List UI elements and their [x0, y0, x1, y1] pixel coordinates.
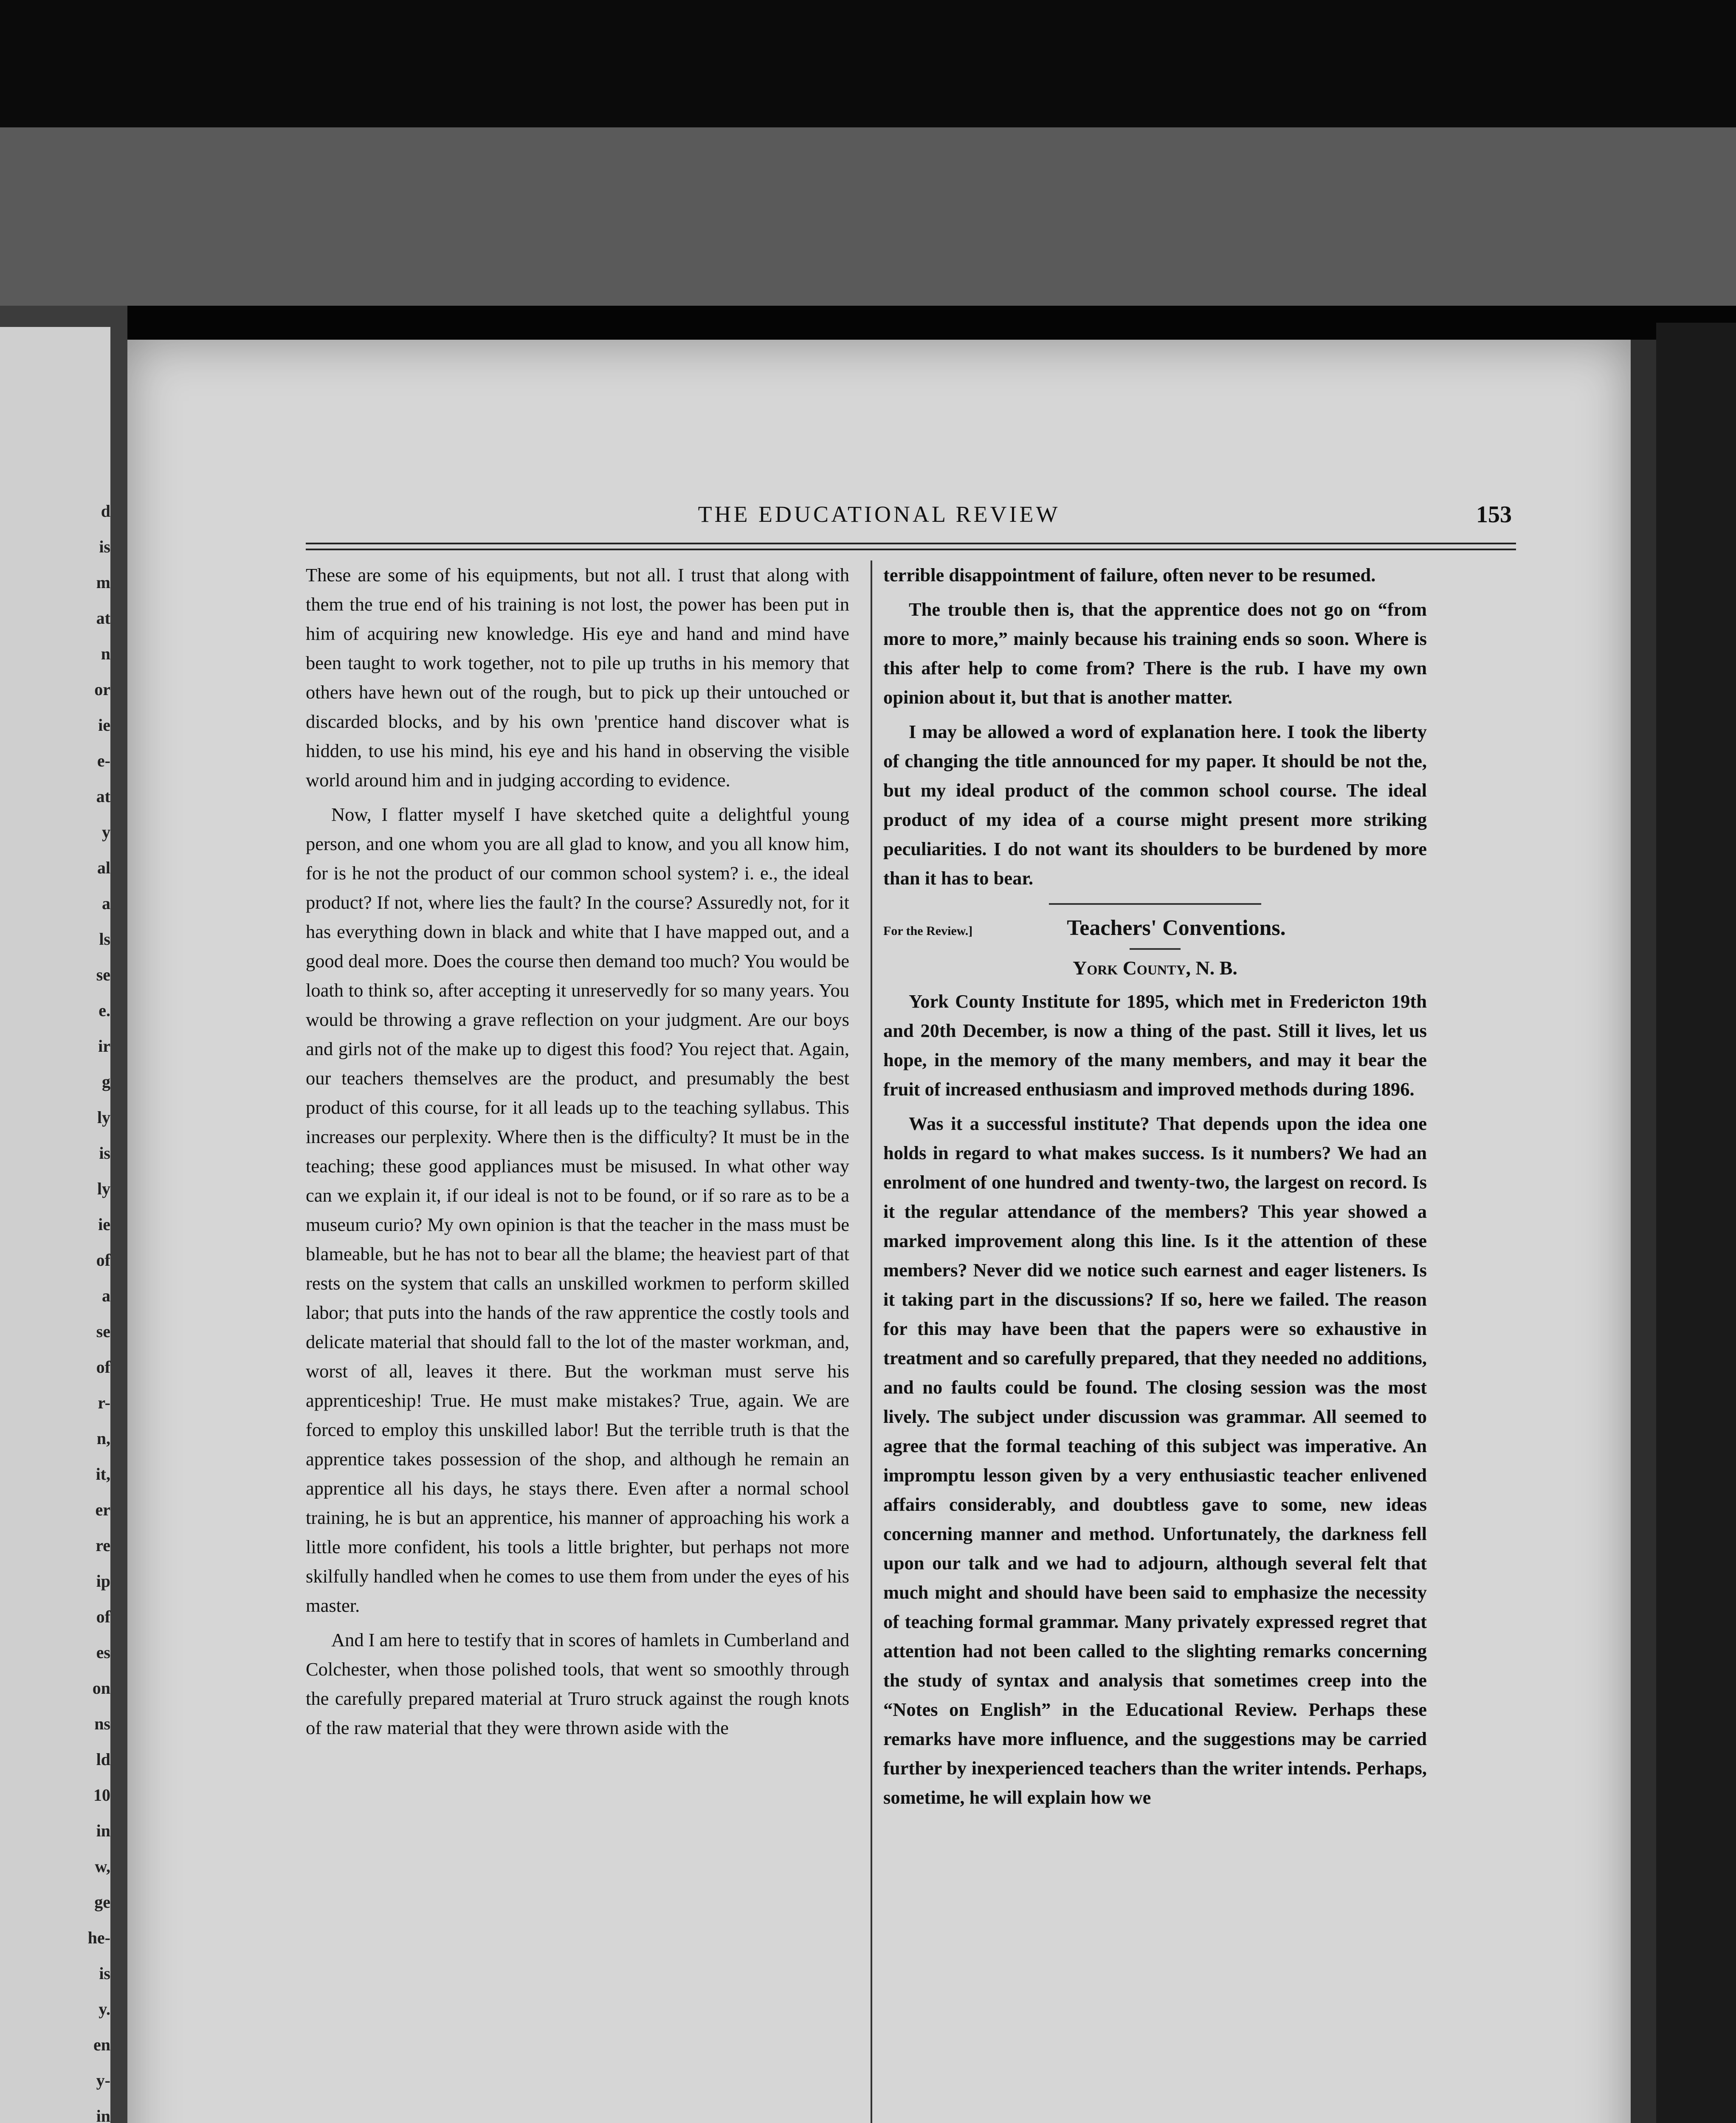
margin-fragment: on — [92, 1678, 110, 1698]
running-header — [127, 501, 1631, 535]
margin-fragment: ie — [98, 1215, 110, 1234]
page-stack-edge-inner — [1631, 340, 1656, 2123]
margin-fragment: is — [99, 537, 110, 556]
margin-fragment: ly — [97, 1108, 110, 1127]
margin-fragment: he- — [87, 1928, 110, 1947]
paragraph: terrible disappointment of failure, often never to be resumed. — [883, 564, 1376, 586]
margin-fragment: at — [96, 608, 110, 628]
margin-fragment: y- — [96, 2071, 110, 2090]
margin-fragment: ge — [94, 1892, 110, 1912]
margin-fragment: n — [101, 644, 110, 663]
margin-fragment: w, — [95, 1857, 110, 1876]
margin-fragment: n, — [96, 1429, 110, 1448]
column-divider — [871, 560, 872, 2123]
margin-fragment: a — [102, 1286, 110, 1305]
margin-fragment: in — [96, 2106, 110, 2123]
source-note: For the Review.] — [883, 924, 973, 938]
paragraph: These are some of his equipments, but not all. I trust that along with them the true end of his training is not lost, the power has been put in him of acquiring new knowledge. His eye and hand and mind have been taught to work together, not to pile up truths in his memory that others have hewn out of the rough, but to pick up their untouched or discarded blocks, and by his own 'prentice hand discover what is hidden, to use his mind, his eye and his hand in observing the visible world around him and in judging according to evidence. — [306, 564, 849, 791]
margin-fragment: e- — [97, 751, 110, 770]
margin-fragment: al — [97, 858, 110, 877]
margin-fragment: m — [96, 573, 110, 592]
page-stack-edge — [1656, 323, 1736, 2123]
section-heading — [883, 913, 1427, 946]
margin-fragment: r- — [98, 1393, 110, 1412]
journal-title: THE EDUCATIONAL REVIEW — [698, 501, 1060, 527]
margin-fragment: in — [96, 1821, 110, 1840]
margin-fragment: ns — [94, 1714, 110, 1733]
left-column — [306, 560, 849, 1748]
margin-fragment: en — [93, 2035, 110, 2054]
paragraph: York County Institute for 1895, which met in Fredericton 19th and 20th December, is now a thing of the past. Still it lives, let us hope, in the memory of the many members, and may it bear the fruit of increased enthusiasm and improved methods during 1896. — [883, 991, 1427, 1100]
margin-fragment: se — [96, 1322, 110, 1341]
margin-fragment: er — [95, 1500, 110, 1519]
margin-fragment: is — [99, 1143, 110, 1163]
margin-fragment: ld — [96, 1750, 110, 1769]
paragraph: The trouble then is, that the apprentice does not go on “from more to more,” mainly because his training ends so soon. Where is this after help to come from? There is the rub. I have my own opinion about it, but that is another matter. — [883, 599, 1427, 708]
margin-fragment: ip — [96, 1571, 110, 1591]
margin-fragment: 10 — [93, 1785, 110, 1805]
section-title: Teachers' Conventions. — [1067, 916, 1286, 940]
margin-fragment: or — [94, 680, 110, 699]
scan-top-border — [0, 0, 1736, 127]
margin-fragment: a — [102, 894, 110, 913]
margin-fragment: es — [96, 1643, 110, 1662]
margin-fragment: y — [102, 822, 110, 842]
section-subtitle: York County, N. B. — [1073, 957, 1237, 979]
header-rule-top — [306, 543, 1516, 544]
margin-fragment: ly — [97, 1179, 110, 1198]
paragraph: Was it a successful institute? That depends upon the idea one holds in regard to what makes success. Is it numbers? We had an enrolment of one hundred and twenty-two, the largest on record. Is it the regular attendance of the members? This year showed a marked improvement along this line. Is it the attention of these members? Never did we notice such earnest and eager listeners. Is it taking part in the discussions? If so, here we failed. The reason for this may have been that the papers were so exhaustive in treatment and so carefully prepared, that they needed no additions, and no faults could be found. The closing session was the most lively. The subject under discussion was grammar. All seemed to agree that the formal teaching of this subject was imperative. An impromptu lesson given by a very enthusiastic teacher enlivened affairs considerably, and doubtless gave to some, new ideas concerning manner and method. Unfortunately, the darkness fell upon our talk and we had to adjourn, although several felt that much might and should have been said to emphasize the necessity of teaching formal grammar. Many privately expressed regret that attention had not been called to the slighting remarks concerning the study of syntax and analysis that sometimes creep into the “Notes on English” in the Educational Review. Perhaps these remarks have more influence, and the suggestions may be carried further by inexperienced teachers than the writer intends. Perhaps, sometime, he will explain how we — [883, 1113, 1427, 1808]
paragraph: I may be allowed a word of explanation here. I took the liberty of changing the title announced for my paper. It should be not the, but my ideal product of the common school course. The ideal product of my idea of a course might present more striking peculiarities. I do not want its shoulders to be burdened by more than it has to bear. — [883, 721, 1427, 889]
margin-fragment: se — [96, 965, 110, 984]
right-column — [883, 560, 1427, 1817]
section-rule — [1049, 903, 1261, 905]
margin-fragment: re — [96, 1536, 110, 1555]
margin-fragment: ls — [99, 929, 110, 949]
margin-fragment: e. — [99, 1001, 110, 1020]
title-rule — [1130, 948, 1181, 950]
margin-fragment: it, — [96, 1464, 110, 1484]
margin-fragment: ie — [98, 715, 110, 735]
scan-background — [0, 127, 1736, 306]
margin-fragment: g — [102, 1072, 110, 1091]
margin-fragment: ir — [98, 1036, 110, 1056]
margin-fragment: of — [96, 1250, 110, 1270]
paragraph: Now, I flatter myself I have sketched quite a delightful young person, and one whom you are all glad to know, and you all know him, for is he not the product of our common school system? i. e., the ideal product? If not, where lies the fault? In the course? Assuredly not, for it has everything down in black and white that I have mapped out, and a good deal more. Does the course then demand too much? You would be loath to think so, after accepting it unreservedly for so many years. You would be throwing a grave reflection on your judgment. Are our boys and girls not of the make up to digest this food? You reject that. Again, our teachers themselves are the product, and presumably the best product of this course, for it all leads up to the teaching syllabus. This increases our perplexity. Where then is the difficulty? It must be in the teaching; these good appliances must be misused. In what other way can we explain it, if our ideal is not to be found, or if so rare as to be a museum curio? My own opinion is that the teacher in the mass must be blameable, but he has not to bear all the blame; the heaviest part of that rests on the system that calls an unskilled workmen to perform skilled labor; that puts into the hands of the raw apprentice the costly tools and delicate material that should fall to the lot of the master workman, and, worst of all, leaves it there. But the workman must serve his apprenticeship! True. He must make mistakes? True, again. We are forced to employ this unskilled labor! But the terrible truth is that the apprentice takes possession of the shop, and although he remain an apprentice all his days, he stays there. Even after a normal school training, he is but an apprentice, his manner of approaching his work a little more confident, his tools a little brighter, but perhaps not more skilfully handled when he comes to use them from under the eyes of his master. — [306, 804, 849, 1616]
document-page — [127, 340, 1631, 2123]
margin-fragment: is — [99, 1964, 110, 1983]
margin-fragment: of — [96, 1607, 110, 1626]
adjacent-page — [0, 327, 110, 2123]
page-number: 153 — [1476, 501, 1512, 528]
margin-fragment: d — [101, 501, 110, 521]
paragraph: And I am here to testify that in scores of hamlets in Cumberland and Colchester, when those polished tools, that went so smoothly through the carefully prepared material at Truro struck against the rough knots of the raw material that they were thrown aside with the — [306, 1629, 849, 1738]
margin-fragment: at — [96, 787, 110, 806]
margin-fragment: y. — [99, 1999, 110, 2019]
header-rule-bottom — [306, 549, 1516, 550]
margin-fragment: of — [96, 1357, 110, 1377]
